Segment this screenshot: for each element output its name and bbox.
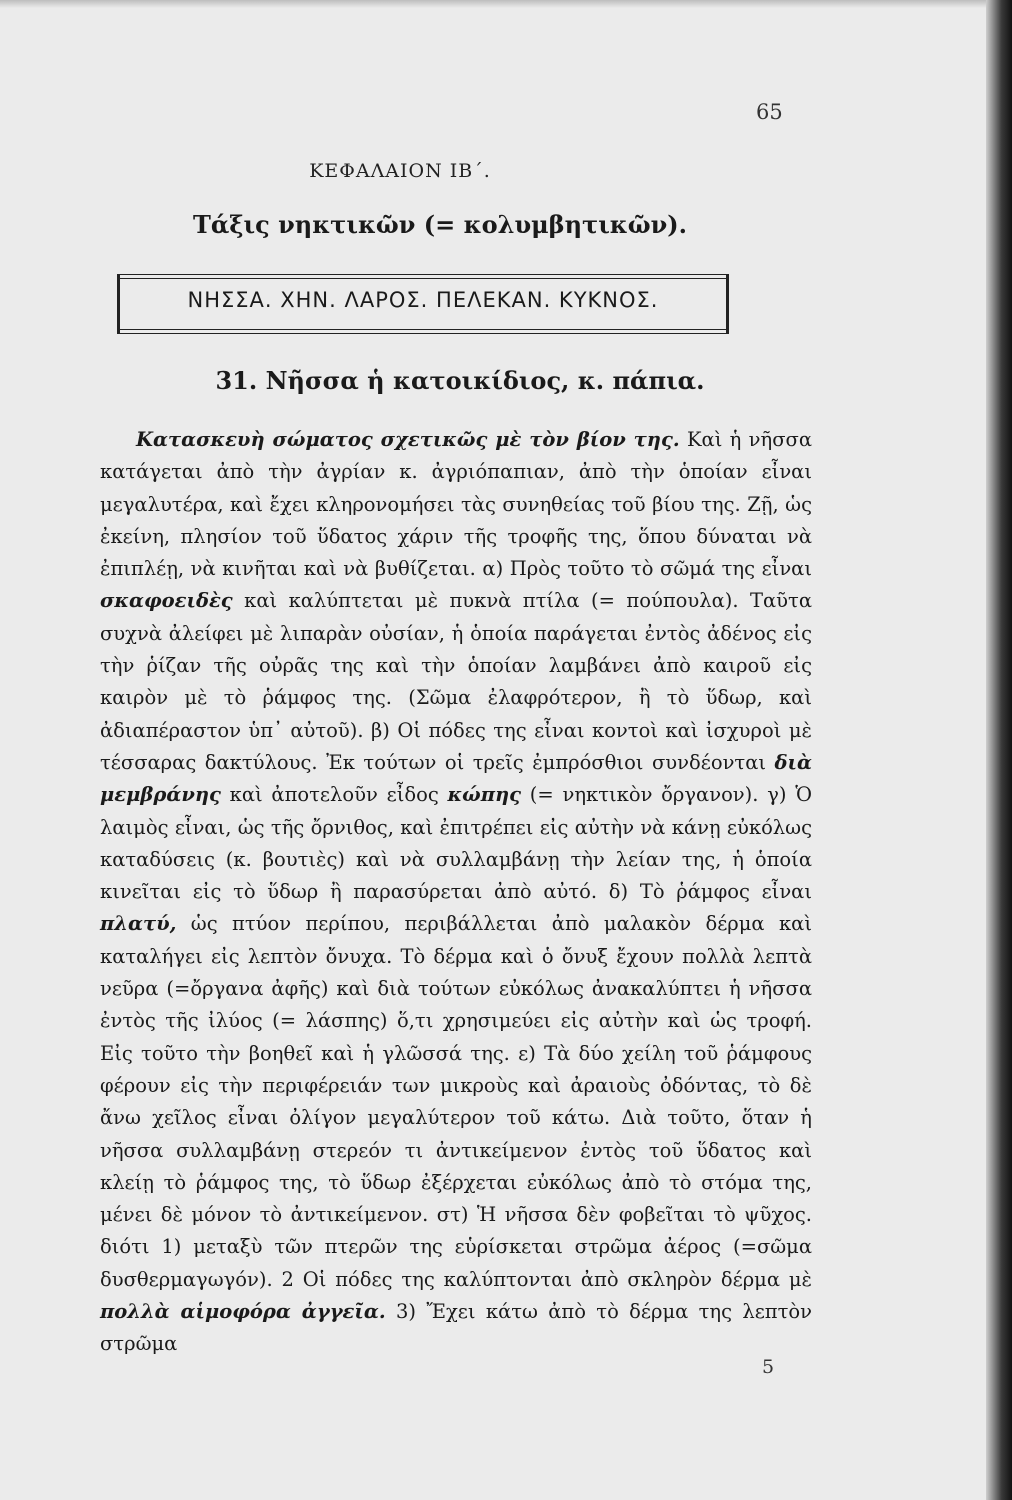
species-list: ΝΗΣΣΑ. ΧΗΝ. ΛΑΡΟΣ. ΠΕΛΕΚΑΝ. ΚΥΚΝΟΣ.: [187, 288, 659, 312]
body-text-run: ὡς πτύον περίπου, περιβάλλεται ἀπὸ μαλακὸν δέρμα καὶ καταλήγει εἰς λεπτὸν ὄνυχα. Τὸ δέρμα καὶ ὁ ὄνυξ ἔχουν πολλὰ λεπτὰ νεῦρα (=ὄργανα ἀφῆς) καὶ διὰ τούτων εὐκόλως ἀνακαλύπτει ἡ νῆσσα ἐντὸς τῆς ἰλύος (= λάσπης) ὅ,τι χρησιμεύει εἰς αὐτὴν καὶ ὡς τροφή. Εἰς τοῦτο τὴν βοηθεῖ καὶ ἡ γλῶσσά της. ε) Τὰ δύο χείλη τοῦ ῥάμφους φέρουν εἰς τὴν περιφέρειάν των μικροὺς καὶ ἀραιοὺς ὀδόντας, τὸ δὲ ἄνω χεῖλος εἶναι ὀλίγον μεγαλύτερον τοῦ κάτω. Διὰ τοῦτο, ὅταν ἡ νῆσσα συλλαμβάνῃ στερεόν τι ἀντικείμενον ἐντὸς τοῦ ὕδατος καὶ κλείῃ τὸ ῥάμφος της, τὸ ὕδωρ ἐξέρχεται εὐκόλως ἀπὸ τὸ στόμα της, μένει δὲ μόνον τὸ ἀντικείμενον. στ) Ἡ νῆσσα δὲν φοβεῖται τὸ ψῦχος. διότι 1) μεταξὺ τῶν πτερῶν της εὑρίσκεται στρῶμα ἀέρος (=σῶμα δυσθερμαγωγόν). 2 Οἱ πόδες της καλύπτονται ἀπὸ σκληρὸν δέρμα μὲ: [100, 912, 812, 1291]
body-text-run: 3) Ἔχει κάτω ἀπὸ τὸ δέρμα της λεπτὸν στρῶμα: [100, 1300, 813, 1356]
species-box: [117, 274, 729, 334]
signature-number: 5: [762, 1356, 775, 1378]
book-gutter-shadow: [986, 0, 1012, 1500]
term-emphasis: πολλὰ αἱμοφόρα ἀγγεῖα.: [100, 1300, 386, 1324]
order-title: Τάξις νηκτικῶν (= κολυμβητικῶν).: [192, 210, 688, 239]
page-number: 65: [756, 100, 783, 124]
species-box-top-rule: [120, 274, 726, 279]
subheading-emphasis: Κατασκευὴ σώματος σχετικῶς μὲ τὸν βίον της.: [136, 428, 680, 451]
body-text-run: καὶ καλύπτεται μὲ πυκνὰ πτίλα (= πούπουλα). Ταῦτα συχνὰ ἀλείφει μὲ λιπαρὰν οὐσίαν, ἡ ὁποία παράγεται ἐντὸς ἀδένος εἰς τὴν ῥίζαν τῆς οὐρᾶς της καὶ τὴν ὁποίαν λαμβάνει ἀπὸ καιροῦ εἰς καιρὸν μὲ τὸ ῥάμφος της. (Σῶμα ἐλαφρότερον, ἢ τὸ ὕδωρ, καὶ ἀδιαπέραστον ὑπ᾽ αὐτοῦ). β) Οἱ πόδες της εἶναι κοντοὶ καὶ ἰσχυροὶ μὲ τέσσαρας δακτύλους. Ἐκ τούτων οἱ τρεῖς ἐμπρόσθιοι συνδέονται: [100, 589, 812, 774]
term-emphasis: διὰ μεμβράνης: [100, 750, 812, 807]
species-box-bottom-rule: [120, 329, 726, 334]
term-emphasis: κώπης: [447, 783, 522, 807]
section-title: 31. Νῆσσα ἡ κατοικίδιος, κ. πάπια.: [215, 366, 705, 395]
body-text: [100, 424, 812, 1361]
body-text-run: καὶ ἀποτελοῦν εἶδος: [220, 783, 448, 807]
term-emphasis: πλατύ,: [100, 912, 177, 936]
term-emphasis: σκαφοειδὲς: [100, 589, 233, 613]
page-top-edge: [0, 0, 1012, 8]
chapter-heading: ΚΕΦΑΛΑΙΟΝ ΙΒ΄.: [309, 160, 491, 182]
body-paragraph: [100, 424, 812, 1361]
body-text-run: Καὶ ἡ νῆσσα κατάγεται ἀπὸ τὴν ἀγρίαν κ. ἀγριόπαπιαν, ἀπὸ τὴν ὁποίαν εἶναι μεγαλυτέρα, καὶ ἔχει κληρονομήσει τὰς συνηθείας τοῦ βίου της. Ζῇ, ὡς ἐκείνη, πλησίον τοῦ ὕδατος χάριν τῆς τροφῆς της, ὅπου δύναται νὰ ἐπιπλέῃ, νὰ κινῆται καὶ νὰ βυθίζεται. α) Πρὸς τοῦτο τὸ σῶμά της εἶναι: [100, 428, 812, 581]
body-text-run: (= νηκτικὸν ὄργανον). γ) Ὁ λαιμὸς εἶναι, ὡς τῆς ὄρνιθος, καὶ ἐπιτρέπει εἰς αὐτὴν νὰ κάνῃ εὐκόλως καταδύσεις (κ. βουτιὲς) καὶ νὰ συλλαμβάνῃ τὴν λείαν της, ἡ ὁποία κινεῖται εἰς τὸ ὕδωρ ἢ παρασύρεται ἀπὸ αὐτό. δ) Τὸ ῥάμφος εἶναι: [100, 783, 812, 904]
